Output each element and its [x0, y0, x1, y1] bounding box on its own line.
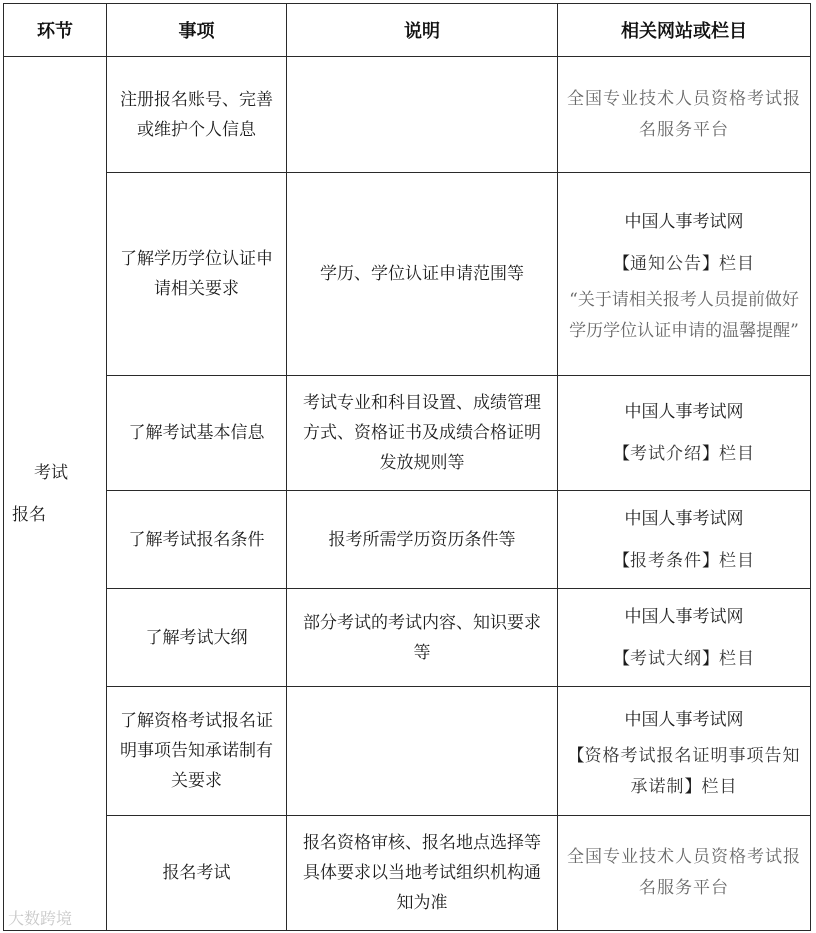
header-note: 说明	[287, 4, 558, 57]
right-bracket: 】	[702, 444, 719, 464]
table-row	[4, 173, 811, 376]
item-cell: 注册报名账号、完善或维护个人信息	[107, 57, 287, 173]
note-cell: 报考所需学历资历条件等	[287, 491, 558, 589]
column-name: 考试介绍	[630, 444, 702, 464]
platform-link[interactable]: 全国专业技术人员资格考试报名服务平台	[558, 816, 811, 931]
column-ref[interactable]	[564, 243, 804, 285]
left-bracket: 【	[613, 444, 630, 464]
topic-link[interactable]: “关于请相关报考人员提前做好学历学位认证申请的温馨提醒”	[569, 290, 799, 341]
column-suffix: 栏目	[719, 550, 755, 571]
column-suffix: 栏目	[719, 254, 755, 274]
table-row	[4, 57, 811, 173]
note-cell: 部分考试的考试内容、知识要求等	[287, 589, 558, 687]
table-row	[4, 376, 811, 491]
table-header-row	[4, 4, 811, 57]
column-name: 资格考试报名证明事项告知承诺制	[584, 746, 801, 797]
right-bracket: 】	[702, 550, 719, 571]
column-ref[interactable]	[564, 741, 804, 803]
right-bracket: 】	[702, 254, 719, 274]
phase-cell	[4, 57, 107, 931]
header-related-site: 相关网站或栏目	[558, 4, 811, 57]
column-name: 报考条件	[630, 550, 702, 571]
site-name-link[interactable]: 中国人事考试网	[624, 402, 744, 422]
item-cell: 了解考试大纲	[107, 589, 287, 687]
right-bracket: 】	[702, 648, 719, 669]
note-cell: 考试专业和科目设置、成绩管理方式、资格证书及成绩合格证明发放规则等	[287, 376, 558, 491]
column-suffix: 栏目	[719, 444, 755, 464]
right-bracket: 】	[684, 777, 702, 797]
item-cell: 了解学历学位认证申请相关要求	[107, 173, 287, 376]
phase-label-line2: 报名	[12, 504, 46, 525]
column-name: 考试大纲	[630, 648, 702, 669]
site-name-link[interactable]: 中国人事考试网	[624, 606, 744, 627]
table-row	[4, 589, 811, 687]
column-ref[interactable]	[564, 638, 804, 680]
item-cell: 了解考试报名条件	[107, 491, 287, 589]
header-item: 事项	[107, 4, 287, 57]
column-name: 通知公告	[630, 254, 702, 274]
column-ref[interactable]	[564, 540, 804, 582]
left-bracket: 【	[613, 254, 630, 274]
watermark-logo: 大数跨境	[8, 909, 73, 928]
table-row	[4, 687, 811, 816]
note-cell	[287, 687, 558, 816]
site-name-link[interactable]: 中国人事考试网	[624, 212, 744, 232]
note-cell: 学历、学位认证申请范围等	[287, 173, 558, 376]
column-suffix: 栏目	[719, 648, 755, 669]
related-site-cell	[558, 687, 811, 816]
related-site-cell	[558, 589, 811, 687]
item-cell: 了解考试基本信息	[107, 376, 287, 491]
platform-link[interactable]: 全国专业技术人员资格考试报名服务平台	[558, 57, 811, 173]
column-ref[interactable]	[564, 433, 804, 475]
related-site-cell	[558, 376, 811, 491]
note-cell: 报名资格审核、报名地点选择等具体要求以当地考试组织机构通知为准	[287, 816, 558, 931]
phase-label-line1: 考试	[34, 462, 68, 483]
exam-registration-table	[3, 3, 811, 931]
table-row	[4, 491, 811, 589]
related-site-cell	[558, 173, 811, 376]
table-row	[4, 816, 811, 931]
left-bracket: 【	[567, 746, 585, 766]
note-cell	[287, 57, 558, 173]
site-name-link[interactable]: 中国人事考试网	[624, 508, 744, 529]
left-bracket: 【	[613, 550, 630, 571]
site-name-link[interactable]: 中国人事考试网	[624, 710, 744, 730]
column-suffix: 栏目	[701, 777, 738, 797]
header-phase: 环节	[4, 4, 107, 57]
left-bracket: 【	[613, 648, 630, 669]
item-cell: 了解资格考试报名证明事项告知承诺制有关要求	[107, 687, 287, 816]
related-site-cell	[558, 491, 811, 589]
item-cell: 报名考试	[107, 816, 287, 931]
